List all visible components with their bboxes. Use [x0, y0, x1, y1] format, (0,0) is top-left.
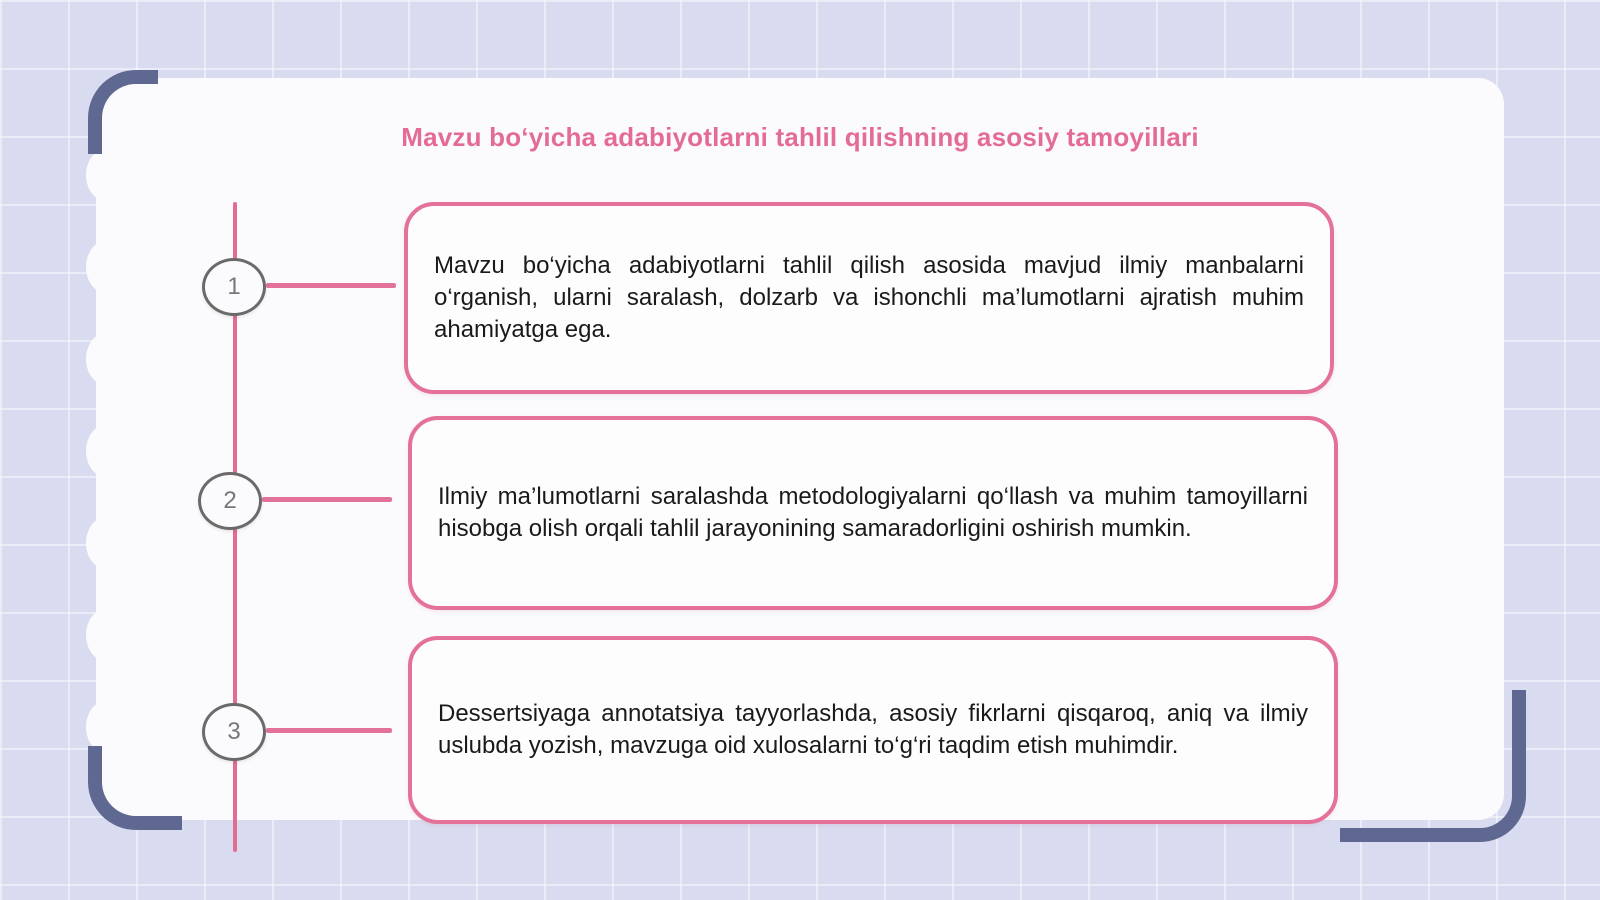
step-2-card: [408, 416, 1338, 610]
frame-corner-bottom-left: [88, 746, 182, 830]
scallop-edge: [86, 332, 130, 386]
step-3-connector: [266, 728, 392, 733]
step-1-number: 1: [202, 258, 266, 316]
step-1-text: Mavzu bo‘yicha adabiyotlarni tahlil qilish asosida mavjud ilmiy manbalarni o‘rganish, ularni saralash, dolzarb va ishonchli ma’lumotlarni ajratish muhim ahamiyatga ega.: [434, 252, 1304, 343]
step-1-card: [404, 202, 1334, 394]
scallop-edge: [86, 424, 130, 478]
scallop-edge: [86, 240, 130, 294]
step-2-text: Ilmiy ma’lumotlarni saralashda metodologiyalarni qo‘llash va muhim tamoyillarni hisobga olish orqali tahlil jarayonining samaradorligini oshirish mumkin.: [438, 483, 1308, 542]
slide-title: Mavzu boʻyicha adabiyotlarni tahlil qilishning asosiy tamoyillari: [401, 122, 1199, 152]
scallop-edge: [86, 516, 130, 570]
step-1-connector: [266, 283, 396, 288]
frame-corner-top-left: [88, 70, 158, 154]
step-3-text: Dessertsiyaga annotatsiya tayyorlashda, asosiy fikrlarni qisqaroq, aniq va ilmiy uslubda yozish, mavzuga oid xulosalarni to‘g‘ri taqdim etish muhimdir.: [438, 700, 1308, 759]
step-2-number: 2: [198, 472, 262, 530]
step-2-connector: [262, 497, 392, 502]
scallop-edge: [86, 608, 130, 662]
frame-corner-bottom-right: [1340, 690, 1526, 842]
step-3-number: 3: [202, 703, 266, 761]
scallop-edge: [86, 148, 130, 202]
step-3-card: [408, 636, 1338, 824]
